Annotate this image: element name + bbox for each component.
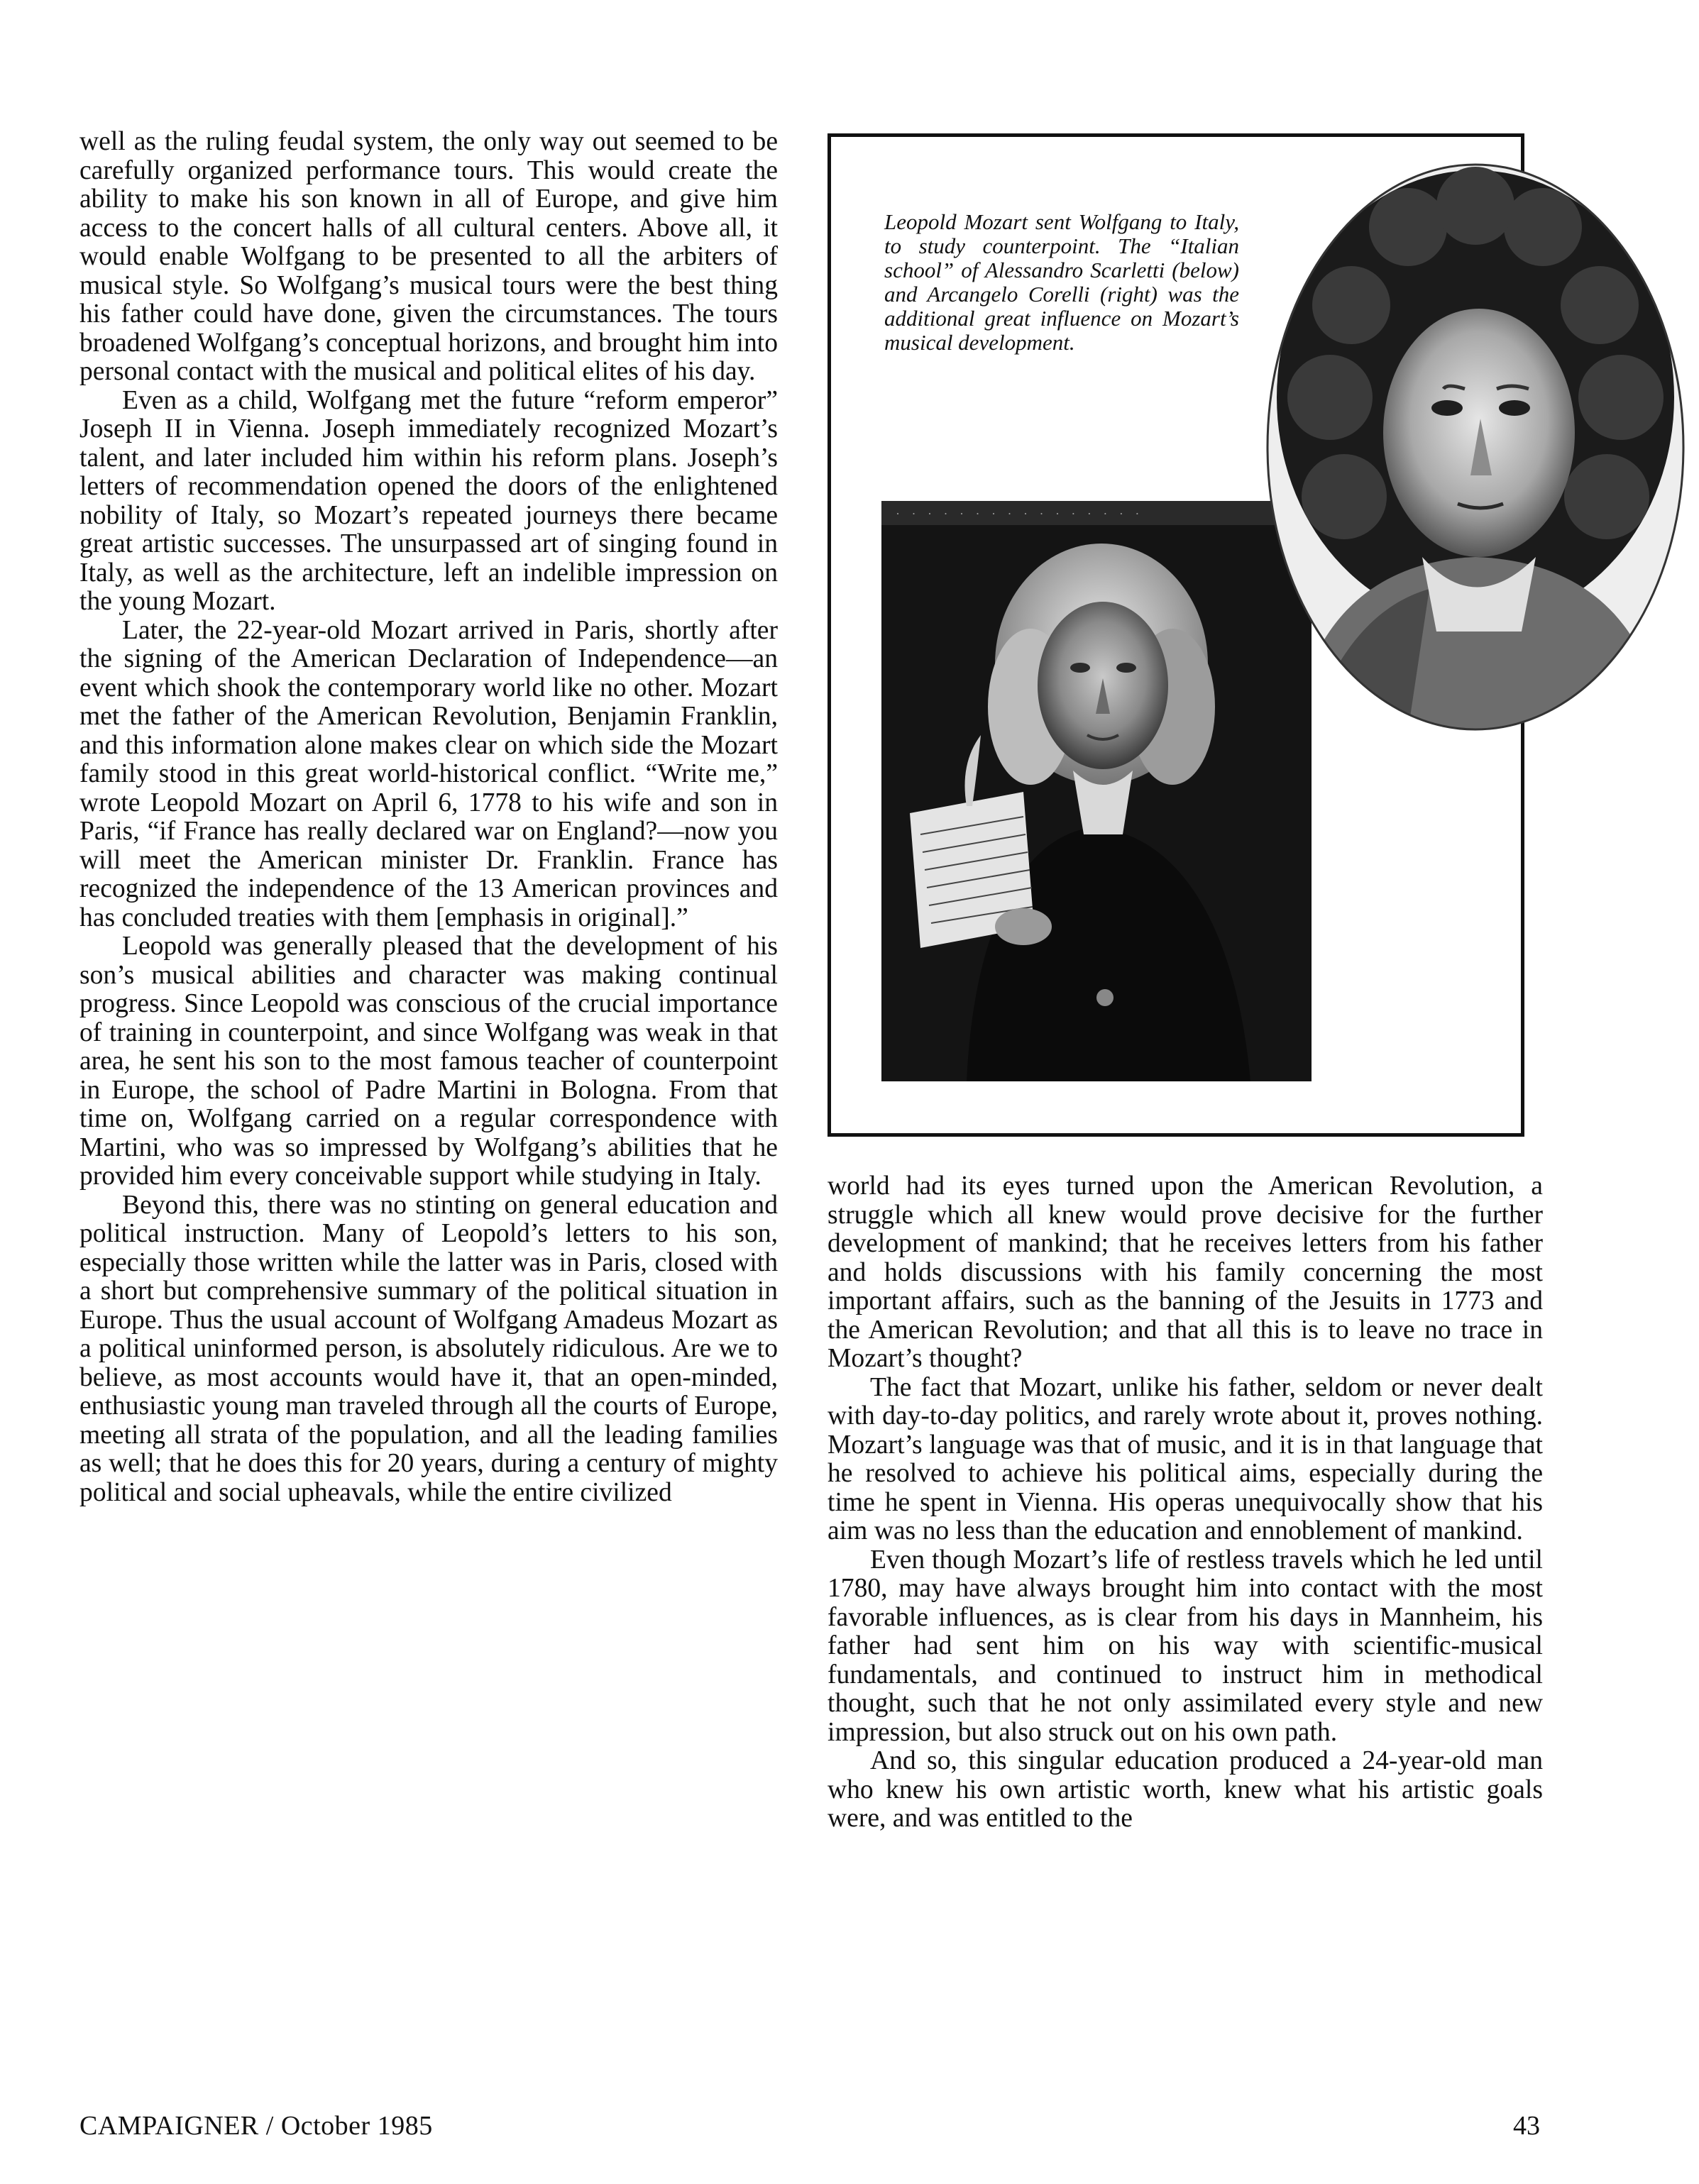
paragraph: Beyond this, there was no stinting on general education and political instruction. Many of Leopold’s letters to his son, especially those written while the latter was in Paris, closed with a short but comprehensive summary of the political situation in Europe. Thus the usual account of Wolfgang Amadeus Mozart as a political uninformed person, is absolutely ridiculous. Are we to believe, as most accounts would have it, that an open-minded, enthusiastic young man traveled through all the courts of Europe, meeting all strata of the population, and all the leading families as well; that he does this for 20 years, during a century of mighty political and social upheavals, while the entire civilized: [79, 1190, 778, 1507]
paragraph: The fact that Mozart, unlike his father, seldom or never dealt with day-to-day politics, and rarely wrote about it, proves nothing. Mozart’s language was that of music, and it is in that language that he resolved to achieve his political aims, especially during the time he spent in Vienna. His operas unequivocally show that his aim was no less than the education and ennoblement of mankind.: [827, 1372, 1543, 1545]
paragraph: Later, the 22-year-old Mozart arrived in Paris, shortly after the signing of the American Declaration of Independence—an event which shook the contemporary world like no other. Mozart met the father of the American Revolution, Benjamin Franklin, and this information alone makes clear on which side the Mozart family stood in this great world-historical conflict. “Write me,” wrote Leopold Mozart on April 6, 1778 to his wife and son in Paris, “if France has really declared war on England?—now you will meet the American minister Dr. Franklin. France has recognized the independence of the 13 American provinces and has concluded treaties with them [emphasis in original].”: [79, 615, 778, 932]
corelli-portrait: [1266, 163, 1685, 731]
publication-footer: CAMPAIGNER / October 1985: [79, 2111, 433, 2141]
right-column: [827, 1172, 1543, 1833]
paragraph: well as the ruling feudal system, the only way out seemed to be carefully organized performance tours. This would create the ability to make his son known in all of Europe, and give him access to the concert halls of all cultural centers. Above all, it would enable Wolfgang to be presented to all the arbiters of musical style. So Wolfgang’s musical tours were the best thing his father could have done, given the circumstances. The tours broadened Wolfgang’s conceptual horizons, and brought him into personal contact with the musical and political elites of his day.: [79, 127, 778, 386]
page-number: 43: [1513, 2111, 1540, 2141]
scarletti-portrait: [881, 501, 1312, 1081]
paragraph: Even as a child, Wolfgang met the future “reform emperor” Joseph II in Vienna. Joseph immediately recognized Mozart’s talent, and later included him within his reform plans. Joseph’s letters of recommendation opened the doors of the enlightened nobility of Italy, so Mozart’s repeated journeys there became great artistic successes. The unsurpassed art of singing found in Italy, as well as the architecture, left an indelible impression on the young Mozart.: [79, 385, 778, 616]
paragraph: And so, this singular education produced a 24-year-old man who knew his own artistic worth, knew what his artistic goals were, and was entitled to the: [827, 1746, 1543, 1833]
paragraph: Leopold was generally pleased that the development of his son’s musical abilities and character was making continual progress. Since Leopold was conscious of the crucial importance of training in counterpoint, and since Wolfgang was weak in that area, he sent his son to the most famous teacher of counterpoint in Europe, the school of Padre Martini in Bologna. From that time on, Wolfgang carried on a regular correspondence with Martini, who was so impressed by Wolfgang’s abilities that he provided him every conceivable support while studying in Italy.: [79, 932, 778, 1191]
left-column: [79, 128, 778, 1507]
svg-text:· · · · · · · · · · · · · · ·: · · · · · · · · · · · · · · · ·: [896, 507, 1144, 521]
figure-caption: Leopold Mozart sent Wolfgang to Italy, to study counterpoint. The “Italian school” of Alessandro Scarletti (below) and Arcangelo Corelli (right) was the additional great influence on Mozart’s musical development.: [884, 209, 1239, 355]
paragraph: world had its eyes turned upon the American Revolution, a struggle which all knew would prove decisive for the further development of mankind; that he receives letters from his father and holds discussions with his family concerning the most important affairs, such as the banning of the Jesuits in 1773 and the American Revolution; and that all this is to leave no trace in Mozart’s thought?: [827, 1171, 1543, 1373]
paragraph: Even though Mozart’s life of restless travels which he led until 1780, may have always brought him into contact with the most favorable influences, as is clear from his days in Mannheim, his father had sent him on his way with scientific-musical fundamentals, and continued to instruct him in methodical thought, such that he not only assimilated every style and new impression, but also struck out on his own path.: [827, 1545, 1543, 1747]
